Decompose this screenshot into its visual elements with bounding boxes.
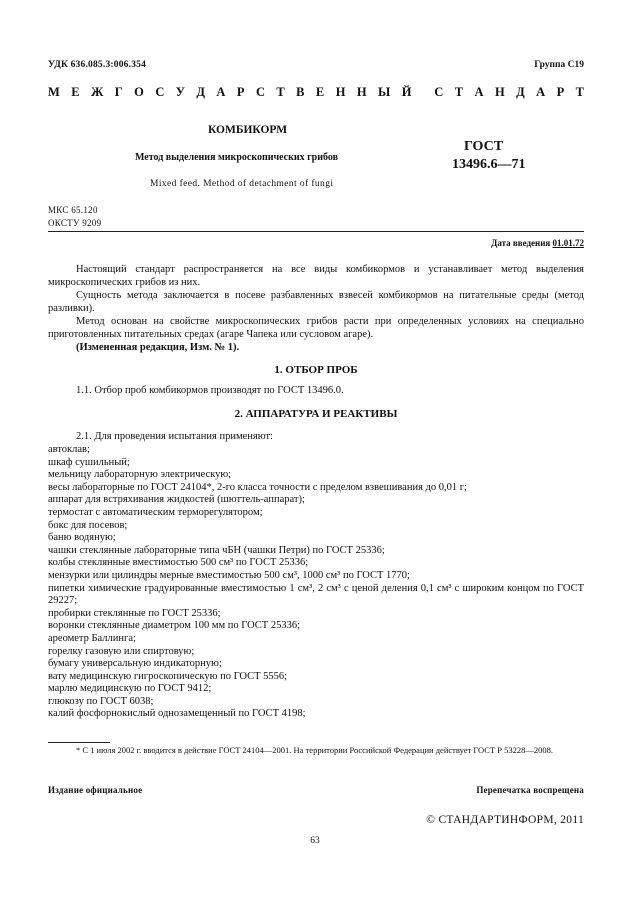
list-item: калий фосфорнокислый однозамещенный по ГОСТ 4198; bbox=[48, 708, 306, 720]
gost-label: ГОСТ bbox=[464, 139, 504, 154]
section-1-heading: 1. ОТБОР ПРОБ bbox=[274, 364, 358, 376]
heading-letter: Е bbox=[71, 85, 80, 99]
list-item: колбы стеклянные вместимостью 500 см³ по ГОСТ 25336; bbox=[48, 557, 309, 569]
heading-letter: Д bbox=[196, 85, 205, 99]
list-item: мельницу лабораторную электрическую; bbox=[48, 469, 232, 481]
section-2-heading: 2. АППАРАТУРА И РЕАКТИВЫ bbox=[234, 408, 398, 420]
heading-letter: Р bbox=[556, 85, 565, 99]
heading-letter: А bbox=[216, 85, 226, 99]
heading-letter: О bbox=[134, 85, 144, 99]
section-1-paragraph: 1.1. Отбор проб комбикормов производят по ГОСТ 13496.0. bbox=[76, 385, 344, 396]
list-item: горелку газовую или спиртовую; bbox=[48, 645, 195, 657]
list-item: марлю медицинскую по ГОСТ 9412; bbox=[48, 683, 212, 695]
heading-letter: Ы bbox=[378, 85, 391, 99]
list-item: шкаф сушильный; bbox=[48, 456, 130, 468]
list-item: пробирки стеклянные по ГОСТ 25336; bbox=[48, 607, 221, 619]
copyright-notice: © СТАНДАРТИНФОРМ, 2011 bbox=[426, 814, 584, 826]
interstate-standard-heading bbox=[48, 85, 584, 100]
heading-letter: Й bbox=[401, 85, 412, 99]
list-item: аппарат для встряхивания жидкостей (шюттель-аппарат); bbox=[48, 494, 305, 506]
introduction-date-label: Дата введения bbox=[491, 238, 551, 248]
reprint-prohibited-label: Перепечатка воспрещена bbox=[476, 785, 584, 795]
list-item: мензурки или цилиндры мерные вместимостью 500 см³, 1000 см³ по ГОСТ 1770; bbox=[48, 569, 410, 581]
official-edition-label: Издание официальное bbox=[48, 785, 143, 795]
heading-letter: У bbox=[175, 85, 185, 99]
introduction-date bbox=[491, 238, 584, 248]
heading-letter: А bbox=[536, 85, 546, 99]
list-item: термостат с автоматическим терморегулятором; bbox=[48, 506, 263, 518]
gost-number: 13496.6—71 bbox=[452, 157, 526, 172]
list-item: ареометр Баллинга; bbox=[48, 632, 136, 644]
heading-letter: А bbox=[474, 85, 484, 99]
list-item: пипетки химические градуированные вместимостью 1 см³, 2 см³ с ценой деления 0,1 см³ с широким концом по ГОСТ 29227; bbox=[48, 582, 584, 607]
okstu-code: ОКСТУ 9209 bbox=[48, 218, 102, 228]
list-item: бумагу универсальную индикаторную; bbox=[48, 658, 222, 670]
group-code: Группа С19 bbox=[534, 60, 584, 70]
heading-letter: М bbox=[48, 85, 60, 99]
heading-letter: Н bbox=[335, 85, 346, 99]
list-item: глюкозу по ГОСТ 6038; bbox=[48, 695, 154, 707]
list-item: чашки стеклянные лабораторные типа чБН (чашки Петри) по ГОСТ 25336; bbox=[48, 544, 385, 556]
revision-note: (Измененная редакция, Изм. № 1). bbox=[76, 342, 240, 353]
equipment-list bbox=[48, 444, 584, 721]
heading-letter: Т bbox=[276, 85, 285, 99]
udk-code: УДК 636.085.3:006.354 bbox=[48, 60, 147, 70]
intro-paragraph-3: Метод основан на свойстве микроскопических грибов расти при определенных условиях на специально приготовленных питательных средах (агаре Чапека или сусловом агаре). bbox=[48, 316, 584, 340]
document-title: КОМБИКОРМ bbox=[208, 124, 288, 136]
mks-code: МКС 65.120 bbox=[48, 205, 98, 215]
footnote-rule bbox=[48, 742, 110, 743]
heading-letter: Т bbox=[575, 85, 584, 99]
section-2-intro: 2.1. Для проведения испытания применяют: bbox=[76, 431, 273, 442]
heading-letter: Д bbox=[516, 85, 525, 99]
heading-letter: С bbox=[255, 85, 265, 99]
heading-letter: Т bbox=[454, 85, 464, 99]
document-subtitle: Метод выделения микроскопических грибов bbox=[135, 152, 339, 163]
list-item: вату медицинскую гигроскопическую по ГОСТ 5556; bbox=[48, 670, 288, 682]
header-divider bbox=[48, 231, 584, 232]
footnote: * С 1 июля 2002 г. вводится в действие ГОСТ 24104—2001. На территории Российской Федерации действует ГОСТ Р 53228—2008. bbox=[76, 745, 553, 755]
list-item: весы лабораторные по ГОСТ 24104*, 2-го класса точности с пределом взвешивания до 0,01 г; bbox=[48, 481, 467, 493]
intro-paragraph-2: Сущность метода заключается в посеве разбавленных взвесей комбикормов на питательные среды (метод разливки). bbox=[48, 290, 584, 314]
list-item: баню водяную; bbox=[48, 532, 116, 544]
heading-letter: Ж bbox=[91, 85, 104, 99]
heading-letter: С bbox=[434, 85, 444, 99]
page-number: 63 bbox=[310, 836, 320, 846]
introduction-date-value: 01.01.72 bbox=[552, 238, 584, 248]
heading-letter: Р bbox=[236, 85, 245, 99]
heading-letter: С bbox=[155, 85, 165, 99]
heading-letter: Н bbox=[494, 85, 505, 99]
list-item: автоклав; bbox=[48, 444, 90, 455]
intro-paragraph-1: Настоящий стандарт распространяется на все виды комбикормов и устанавливает метод выделения микроскопических грибов из них. bbox=[48, 264, 584, 288]
heading-letter: Г bbox=[114, 85, 123, 99]
list-item: воронки стеклянные диаметром 100 мм по ГОСТ 25336; bbox=[48, 620, 300, 632]
english-title: Mixed feed. Method of detachment of fungi bbox=[150, 179, 334, 189]
heading-letter: В bbox=[296, 85, 305, 99]
list-item: бокс для посевов; bbox=[48, 519, 128, 531]
classification-codes bbox=[48, 204, 101, 230]
heading-letter: Н bbox=[356, 85, 367, 99]
heading-letter: Е bbox=[315, 85, 325, 99]
